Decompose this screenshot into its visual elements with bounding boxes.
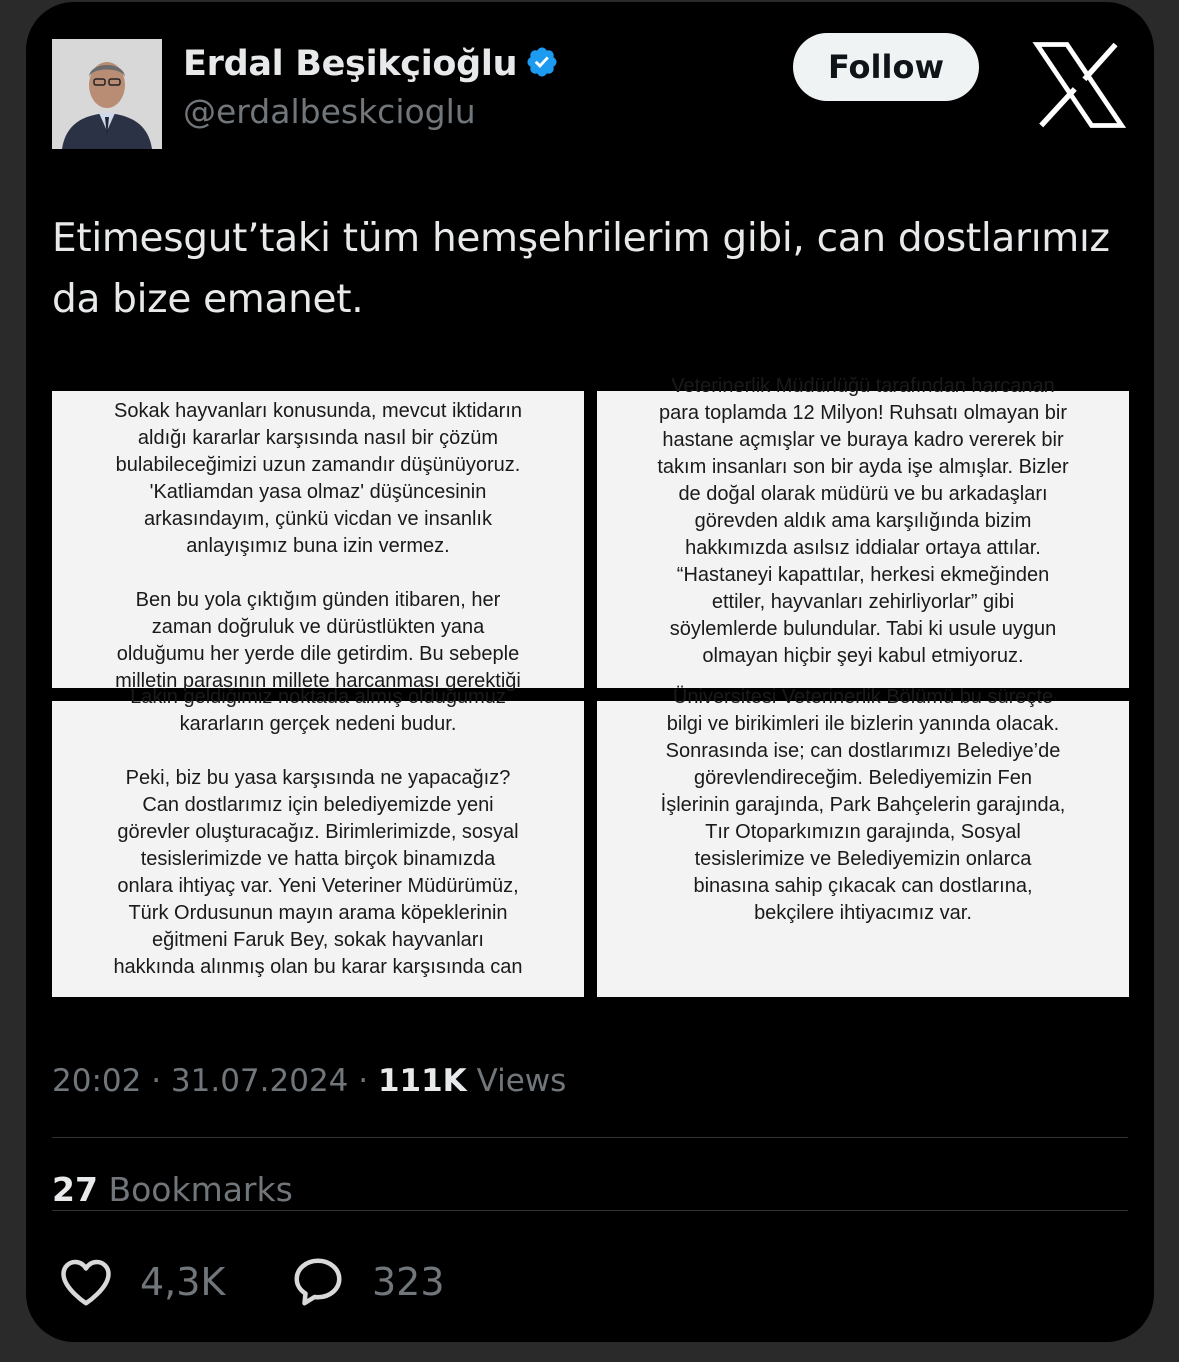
media-image-1[interactable] xyxy=(52,391,584,692)
media-grid[interactable] xyxy=(52,375,1129,997)
display-name-text: Erdal Beşikçioğlu xyxy=(183,44,518,84)
bookmarks-stat[interactable] xyxy=(52,1170,293,1209)
views-label: Views xyxy=(476,1063,567,1099)
media-image-2[interactable] xyxy=(597,375,1129,688)
follow-button[interactable]: Follow xyxy=(793,33,979,101)
media-image-1-text: Sokak hayvanları konusunda, mevcut iktidarın aldığı kararlar karşısında nasıl bir çözüm bulabileceğimizi uzun zamandır düşünüyoruz. 'Katliamdan yasa olmaz' düşüncesinin arkasındayım, çünkü vicdan ve insanlık anlayışımız buna izin vermez. Ben bu yola çıktığım günden itibaren, her zaman doğruluk ve dürüstlükten yana olduğumu her yerde dile getirdim. Bu sebeple milletin parasının millete harcanması gerektiği xyxy=(114,400,522,692)
heart-icon xyxy=(56,1252,116,1312)
tweet-time[interactable]: 20:02 xyxy=(52,1063,142,1099)
like-count: 4,3K xyxy=(140,1260,226,1304)
reply-button[interactable] xyxy=(288,1252,445,1312)
tweet-card xyxy=(26,2,1154,1342)
verified-badge-icon xyxy=(525,45,559,79)
x-logo-icon[interactable] xyxy=(1034,42,1124,128)
divider xyxy=(52,1137,1128,1138)
bookmarks-label: Bookmarks xyxy=(108,1170,293,1209)
avatar[interactable] xyxy=(52,39,162,149)
like-button[interactable] xyxy=(56,1252,225,1312)
media-image-4-text: Üniversitesi Veterinerlik Bölümü bu süreçte bilgi ve birikimleri ile bizlerin yanında olacak. Sonrasında ise; can dostlarımızı Belediye’de görevlendireceğim. Belediyemizin Fen İşlerinin garajında, Park Bahçelerin garajında, Tır Otoparkımızın garajında, Sosyal tesislerimize ve Belediyemizin onlarca binasına sahip çıkacak can dostlarına, bekçilere ihtiyacımız var. xyxy=(660,686,1066,924)
reply-count: 323 xyxy=(372,1260,445,1304)
avatar-image xyxy=(52,39,162,149)
media-image-2-text: Veterinerlik Müdürlüğü tarafından harcanan para toplamda 12 Milyon! Ruhsatı olmayan bir hastane açmışlar ve buraya kadro vererek bir takım insanları son bir ayda işe almışlar. Bizler de doğal olarak müdürü ve bu arkadaşları görevden aldık ama karşılığında bizim hakkımızda asılsız iddialar ortaya attılar. “Hastaneyi kapattılar, herkesi ekmeğinden ettiler, hayvanları zehirliyorlar” gibi söylemlerde bulundular. Tabi ki usule uygun olmayan hiçbir şeyi kabul etmiyoruz. xyxy=(657,375,1069,667)
divider xyxy=(52,1210,1128,1211)
views-count: 111K xyxy=(377,1063,467,1099)
user-handle[interactable]: @erdalbeskcioglu xyxy=(183,92,476,131)
media-image-3[interactable] xyxy=(52,686,584,997)
bookmarks-count: 27 xyxy=(52,1170,98,1209)
tweet-meta: 20:02 · 31.07.2024 · 111K Views xyxy=(52,1063,567,1099)
display-name[interactable] xyxy=(183,44,559,84)
media-image-4[interactable] xyxy=(597,686,1129,997)
tweet-date[interactable]: 31.07.2024 xyxy=(170,1063,349,1099)
tweet-text: Etimesgut’taki tüm hemşehrilerim gibi, can dostlarımız da bize emanet. xyxy=(52,216,1110,322)
media-image-3-text: Lakin geldiğimiz noktada almış olduğumuz kararların gerçek nedeni budur. Peki, biz bu yasa karşısında ne yapacağız? Can dostlarımız için belediyemizde yeni görevler oluşturacağız. Birimlerimizde, sosyal tesislerimizde ve hatta birçok binamızda onlara ihtiyaç var. Yeni Veteriner Müdürümüz, Türk Ordusunun mayın arama köpeklerinin eğitmeni Faruk Bey, sokak hayvanları hakkında alınmış olan bu karar karşısında can xyxy=(113,686,523,978)
reply-bubble-icon xyxy=(288,1252,348,1312)
